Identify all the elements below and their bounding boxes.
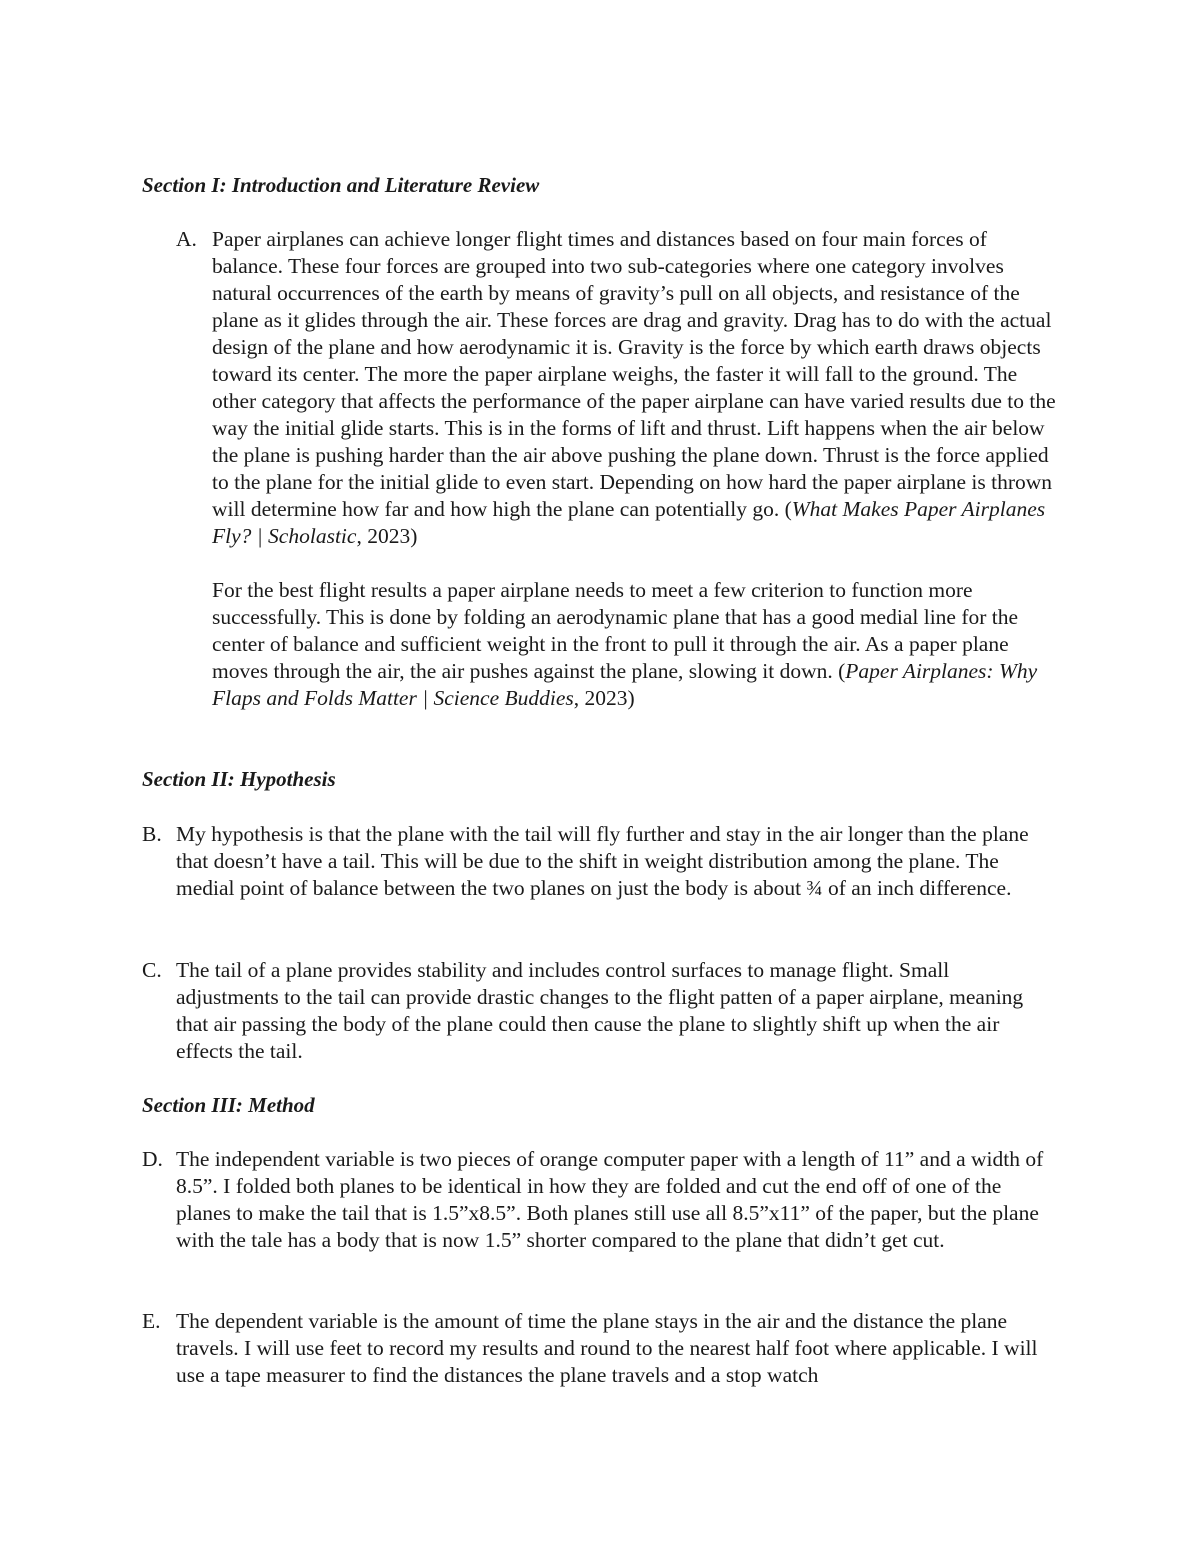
paragraph-text: Paper airplanes can achieve longer flight times and distances based on four main forces of balance. These four forces are grouped into two sub-categories where one category involves natural occurrences of the earth by means of gravity’s pull on all objects, and resistance of the plane as it glides through the air. These forces are drag and gravity. Drag has to do with the actual design of the plane and how aerodynamic it is. Gravity is the force by which earth draws objects toward its center. The more the paper airplane weighs, the faster it will fall to the ground. The other category that affects the performance of the paper airplane can have varied results due to the way the initial glide starts. This is in the forms of lift and thrust. Lift happens when the air below the plane is pushing harder than the air above pushing the plane down. Thrust is the force applied to the plane for the initial glide to even start. Depending on how hard the paper airplane is thrown will determine how far and how high the plane can potentially go. (212, 227, 1056, 521)
item-text (176, 957, 1046, 1065)
list-marker: D. (142, 1147, 163, 1171)
list-marker: C. (142, 958, 162, 982)
citation-open: ( (832, 659, 846, 683)
item-text (176, 1308, 1056, 1389)
section-heading: Section II: Hypothesis (142, 767, 336, 791)
citation-close: , 2023) (573, 686, 635, 710)
item-text (212, 226, 1062, 712)
item-text (176, 821, 1061, 902)
paragraph: The independent variable is two pieces of orange computer paper with a length of 11” and a width of 8.5”. I folded both planes to be identical in how they are folded and cut the end off of one of the planes to make the tail that is 1.5”x8.5”. Both planes still use all 8.5”x11” of the paper, but the plane with the tale has a body that is now 1.5” shorter compared to the plane that didn’t get cut. (176, 1147, 1044, 1252)
paragraph-text: For the best flight results a paper airplane needs to meet a few criterion to function more successfully. This is done by folding an aerodynamic plane that has a good medial line for the center of balance and sufficient weight in the front to pull it through the air. As a paper plane moves through the air, the air pushes against the plane, slowing it down. (212, 578, 1019, 683)
list-marker: E. (142, 1309, 161, 1333)
citation-close: , 2023) (356, 524, 418, 548)
citation-title: Paper Airplanes: Why Flaps and Folds Matter | Science Buddies (212, 659, 1038, 710)
paragraph (212, 226, 1062, 550)
paragraph: My hypothesis is that the plane with the tail will fly further and stay in the air longer than the plane that doesn’t have a tail. This will be due to the shift in weight distribution among the plane. The medial point of balance between the two planes on just the body is about ¾ of an inch difference. (176, 822, 1029, 900)
paragraph: The tail of a plane provides stability and includes control surfaces to manage flight. Small adjustments to the tail can provide drastic changes to the flight patten of a paper airplane, meaning that air passing the body of the plane could then cause the plane to slightly shift up when the air effects the tail. (176, 958, 1024, 1063)
citation-open: ( (779, 497, 792, 521)
list-marker: B. (142, 822, 162, 846)
citation-title: What Makes Paper Airplanes Fly? | Scholastic (212, 497, 1046, 548)
paragraph (212, 577, 1062, 712)
item-text (176, 1146, 1061, 1254)
list-marker: A. (176, 227, 197, 251)
paragraph: The dependent variable is the amount of time the plane stays in the air and the distance the plane travels. I will use feet to record my results and round to the nearest half foot where applicable. I will use a tape measurer to find the distances the plane travels and a stop watch (176, 1309, 1038, 1387)
section-heading: Section III: Method (142, 1093, 315, 1117)
section-heading: Section I: Introduction and Literature Review (142, 173, 540, 197)
